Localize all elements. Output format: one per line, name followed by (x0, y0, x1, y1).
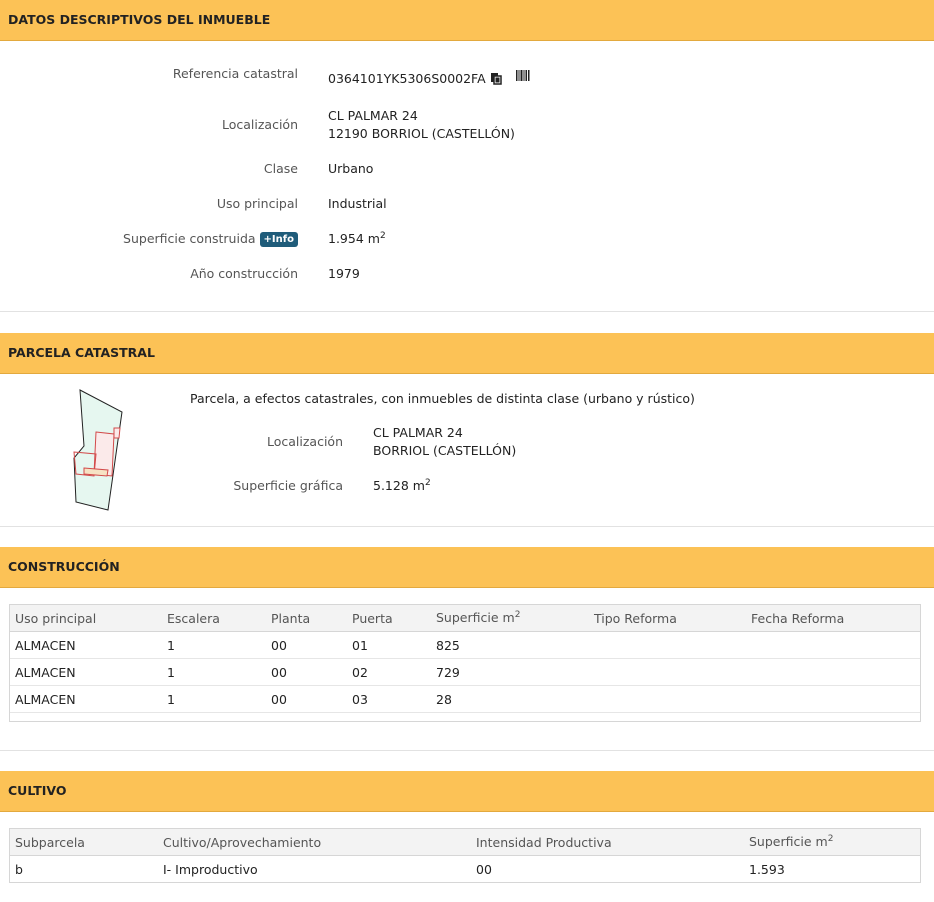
table-cell: 1 (162, 686, 266, 713)
table-cell: 00 (266, 632, 347, 659)
table-cell (589, 686, 746, 713)
localizacion-line2: 12190 BORRIOL (CASTELLÓN) (328, 126, 515, 141)
cultivo-table (10, 829, 920, 882)
construccion-header-puerta: Puerta (347, 605, 431, 632)
copy-icon[interactable] (490, 72, 502, 88)
parcela-superficie-unit-sup: 2 (424, 478, 431, 488)
parcela-superficie-label: Superficie gráfica (233, 478, 343, 493)
table-row (10, 632, 920, 659)
construccion-header-planta: Planta (266, 605, 347, 632)
cultivo-section-header: CULTIVO (0, 771, 934, 812)
parcela-superficie-value: 5.128 m (373, 478, 425, 494)
table-cell: ALMACEN (10, 659, 162, 686)
table-cell: 729 (431, 659, 589, 686)
table-cell (746, 686, 920, 713)
parcela-localizacion-line2: BORRIOL (CASTELLÓN) (373, 443, 517, 458)
table-row (10, 659, 920, 686)
construccion-header-fecha-reforma: Fecha Reforma (746, 605, 920, 632)
cultivo-header-superficie-sup: 2 (827, 834, 834, 845)
construccion-header-row (10, 605, 920, 632)
datos-section-header: DATOS DESCRIPTIVOS DEL INMUEBLE (0, 0, 934, 41)
table-cell: ALMACEN (10, 686, 162, 713)
table-cell: 1.593 (749, 861, 785, 877)
localizacion-line1: CL PALMAR 24 (328, 108, 418, 123)
cultivo-header-row (10, 829, 920, 856)
referencia-value-group (328, 69, 530, 88)
cultivo-header-cultivo: Cultivo/Aprovechamiento (158, 829, 471, 856)
referencia-label: Referencia catastral (172, 66, 298, 81)
table-cell: ALMACEN (10, 632, 162, 659)
parcela-localizacion-label: Localización (266, 434, 343, 449)
uso-value: Industrial (328, 196, 387, 211)
table-cell: 1 (162, 659, 266, 686)
construccion-header-escalera: Escalera (162, 605, 266, 632)
superficie-value: 1.954 m (328, 231, 380, 247)
construccion-header-uso: Uso principal (10, 605, 162, 632)
table-cell (746, 632, 920, 659)
cultivo-header-superficie-text: Superficie m (749, 834, 828, 850)
table-cell (589, 632, 746, 659)
barcode-icon[interactable] (516, 69, 530, 84)
table-cell: 28 (431, 686, 589, 713)
datos-section-body (0, 41, 934, 311)
table-cell (589, 659, 746, 686)
table-row-empty (10, 713, 920, 722)
table-row (10, 686, 920, 713)
table-cell: 03 (347, 686, 431, 713)
table-row (10, 856, 920, 883)
table-cell: 01 (347, 632, 431, 659)
table-cell: 00 (266, 686, 347, 713)
construccion-table-wrapper (9, 604, 921, 722)
construccion-header-superficie-text: Superficie m (436, 610, 515, 626)
cultivo-header-subparcela: Subparcela (10, 829, 158, 856)
uso-label: Uso principal (216, 196, 298, 211)
localizacion-label: Localización (221, 117, 298, 132)
table-cell: b (15, 861, 23, 877)
info-button[interactable]: +Info (260, 232, 298, 247)
clase-value: Urbano (328, 161, 374, 176)
parcela-description: Parcela, a efectos catastrales, con inmuebles de distinta clase (urbano y rústico) (190, 391, 695, 406)
table-cell: 00 (266, 659, 347, 686)
table-cell: 02 (347, 659, 431, 686)
parcela-section-body (0, 374, 934, 526)
cultivo-header-superficie (744, 829, 920, 856)
construccion-header-superficie (431, 605, 589, 632)
clase-label: Clase (263, 161, 298, 176)
table-cell: I- Improductivo (163, 861, 258, 877)
referencia-value: 0364101YK5306S0002FA (328, 71, 486, 86)
superficie-label: Superficie construida (123, 231, 256, 246)
superficie-value-group (328, 231, 386, 246)
superficie-label-group (123, 231, 298, 247)
anio-value: 1979 (328, 266, 360, 281)
cultivo-table-wrapper (9, 828, 921, 883)
construccion-header-superficie-sup: 2 (514, 610, 521, 621)
parcel-map-image[interactable] (72, 388, 128, 515)
superficie-unit-sup: 2 (379, 231, 386, 241)
construccion-header-tipo-reforma: Tipo Reforma (589, 605, 746, 632)
parcela-section-header: PARCELA CATASTRAL (0, 333, 934, 374)
table-cell: 825 (431, 632, 589, 659)
construccion-table (10, 605, 920, 721)
construccion-section-body (0, 588, 934, 750)
cultivo-section-body (0, 812, 934, 902)
parcela-superficie-value-group (373, 478, 431, 493)
parcela-localizacion-line1: CL PALMAR 24 (373, 425, 463, 440)
table-cell (746, 659, 920, 686)
table-cell: 1 (162, 632, 266, 659)
construccion-section-header: CONSTRUCCIÓN (0, 547, 934, 588)
anio-label: Año construcción (190, 266, 298, 281)
table-cell: 00 (476, 861, 492, 877)
cultivo-header-intensidad: Intensidad Productiva (471, 829, 744, 856)
